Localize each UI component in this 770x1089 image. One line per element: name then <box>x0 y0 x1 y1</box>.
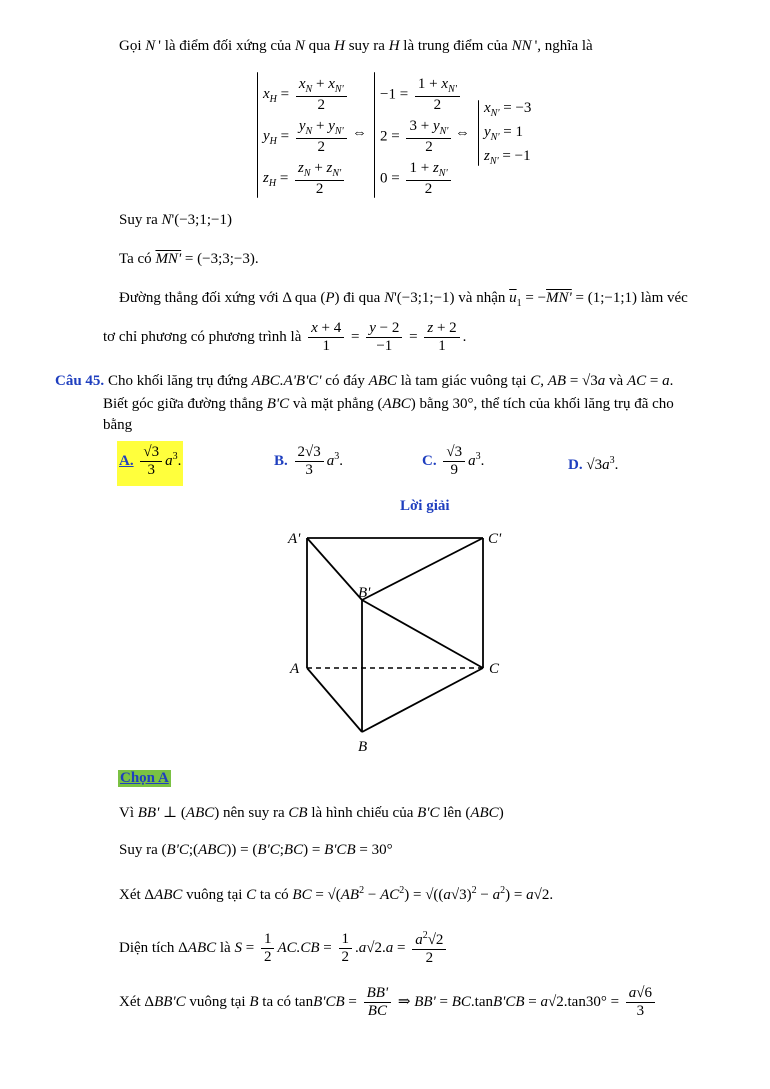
question-line-3: bằng <box>103 417 133 433</box>
prism-figure <box>280 525 520 765</box>
suy-ra-line: Suy ra N'(−3;1;−1) <box>119 212 232 228</box>
system-brace-3 <box>478 100 479 166</box>
sys1-row3: $z_H$ = $\frac{z_N + z_{N'}}{2}$ <box>263 160 347 198</box>
label-b-prime: B' <box>358 585 371 601</box>
sys3-row1: $x_{N'} = -3$ <box>484 100 532 119</box>
solution-step-2: Suy ra (B'C;(ABC)) = (B'C;BC) = B'CB = 30° <box>119 842 393 858</box>
label-c-prime: C' <box>488 531 502 547</box>
system-brace-1 <box>257 72 258 198</box>
sys3-row3: $z_{N'} = -1$ <box>484 148 531 167</box>
label-a: A <box>290 661 300 677</box>
sys1-row1: $x_H$ = $\frac{x_N + x_{N'}}{2}$ <box>263 76 350 114</box>
sys2-row3: 0 = $\frac{1 + z_{N'}}{2}$ <box>380 160 454 198</box>
option-d[interactable]: D. $√3a^3$. <box>568 455 619 473</box>
sys2-row1: −1 = $\frac{1 + x_{N'}}{2}$ <box>380 76 463 114</box>
sys3-row2: $y_{N'} = 1$ <box>484 124 523 143</box>
solution-step-5: Xét ΔBB'C vuông tại B ta có tanB'CB = $\frac{BB'}{BC}$ ⇒ BB' = BC.tanB'CB = a√2.tan30° = $\frac{a√6}{3}$ <box>119 985 658 1021</box>
label-c: C <box>489 661 500 677</box>
ta-co-line: Ta có MN' = (−3;3;−3). <box>119 251 259 267</box>
solution-step-1: Vì BB' ⊥ (ABC) nên suy ra CB là hình chiếu của B'C lên (ABC) <box>119 805 504 821</box>
sys1-row2: $y_H$ = $\frac{y_N + y_{N'}}{2}$ <box>263 118 350 156</box>
question-label: Câu 45. <box>55 373 105 389</box>
edge-a1b1 <box>307 538 362 600</box>
solution-step-4: Diện tích ΔABC là S = $\frac{1}{2}$ AC.CB = $\frac{1}{2}$ .a√2.a = $\frac{a^2√2}{2}$ <box>119 930 449 968</box>
option-c[interactable]: C. $\frac{√3}{9}$ $a^3$. <box>422 444 485 479</box>
edge-bc <box>362 668 483 732</box>
edge-ab <box>307 668 362 732</box>
question-line-1: Câu 45. Cho khối lăng trụ đứng ABC.A'B'C' có đáy ABC là tam giác vuông tại C, AB = √3a và AC = a. <box>55 373 674 389</box>
edge-b1c <box>362 600 483 668</box>
label-b: B <box>358 739 368 755</box>
option-a[interactable]: A. $\frac{√3}{3}$ $a^3$. <box>119 444 182 479</box>
intro-line-1: Gọi N ' là điểm đối xứng của N qua H suy ra H là trung điểm của NN ', nghĩa là <box>119 38 593 54</box>
solution-title: Lời giải <box>400 498 450 514</box>
sys2-row2: 2 = $\frac{3 + y_{N'}}{2}$ <box>380 118 454 156</box>
solution-step-3: Xét ΔABC vuông tại C ta có BC = $√(AB^2 - AC^2) = √((a√3)^2 - a^2) = a√2$. <box>119 885 554 903</box>
option-b[interactable]: B. $\frac{2√3}{3}$ $a^3$. <box>274 444 343 479</box>
chosen-answer: Chọn A <box>120 770 169 786</box>
duong-thang-line-1: Đường thẳng đối xứng với Δ qua (P) đi qua N'(−3;1;−1) và nhận $\overline{u}_1 = -MN'$ = (1;−1;1) làm véc <box>119 290 688 309</box>
label-a-prime: A' <box>288 531 301 547</box>
system-brace-2 <box>374 72 375 198</box>
edge-b1c1 <box>362 538 483 600</box>
question-line-2: Biết góc giữa đường thẳng B'C và mặt phẳng (ABC) bằng 30°, thể tích của khối lăng trụ đã cho <box>103 396 674 412</box>
duong-thang-line-2: tơ chỉ phương có phương trình là $\frac{x + 4}{1}$ = $\frac{y - 2}{-1}$ = $\frac{z + 2}{1}$ . <box>103 320 467 355</box>
